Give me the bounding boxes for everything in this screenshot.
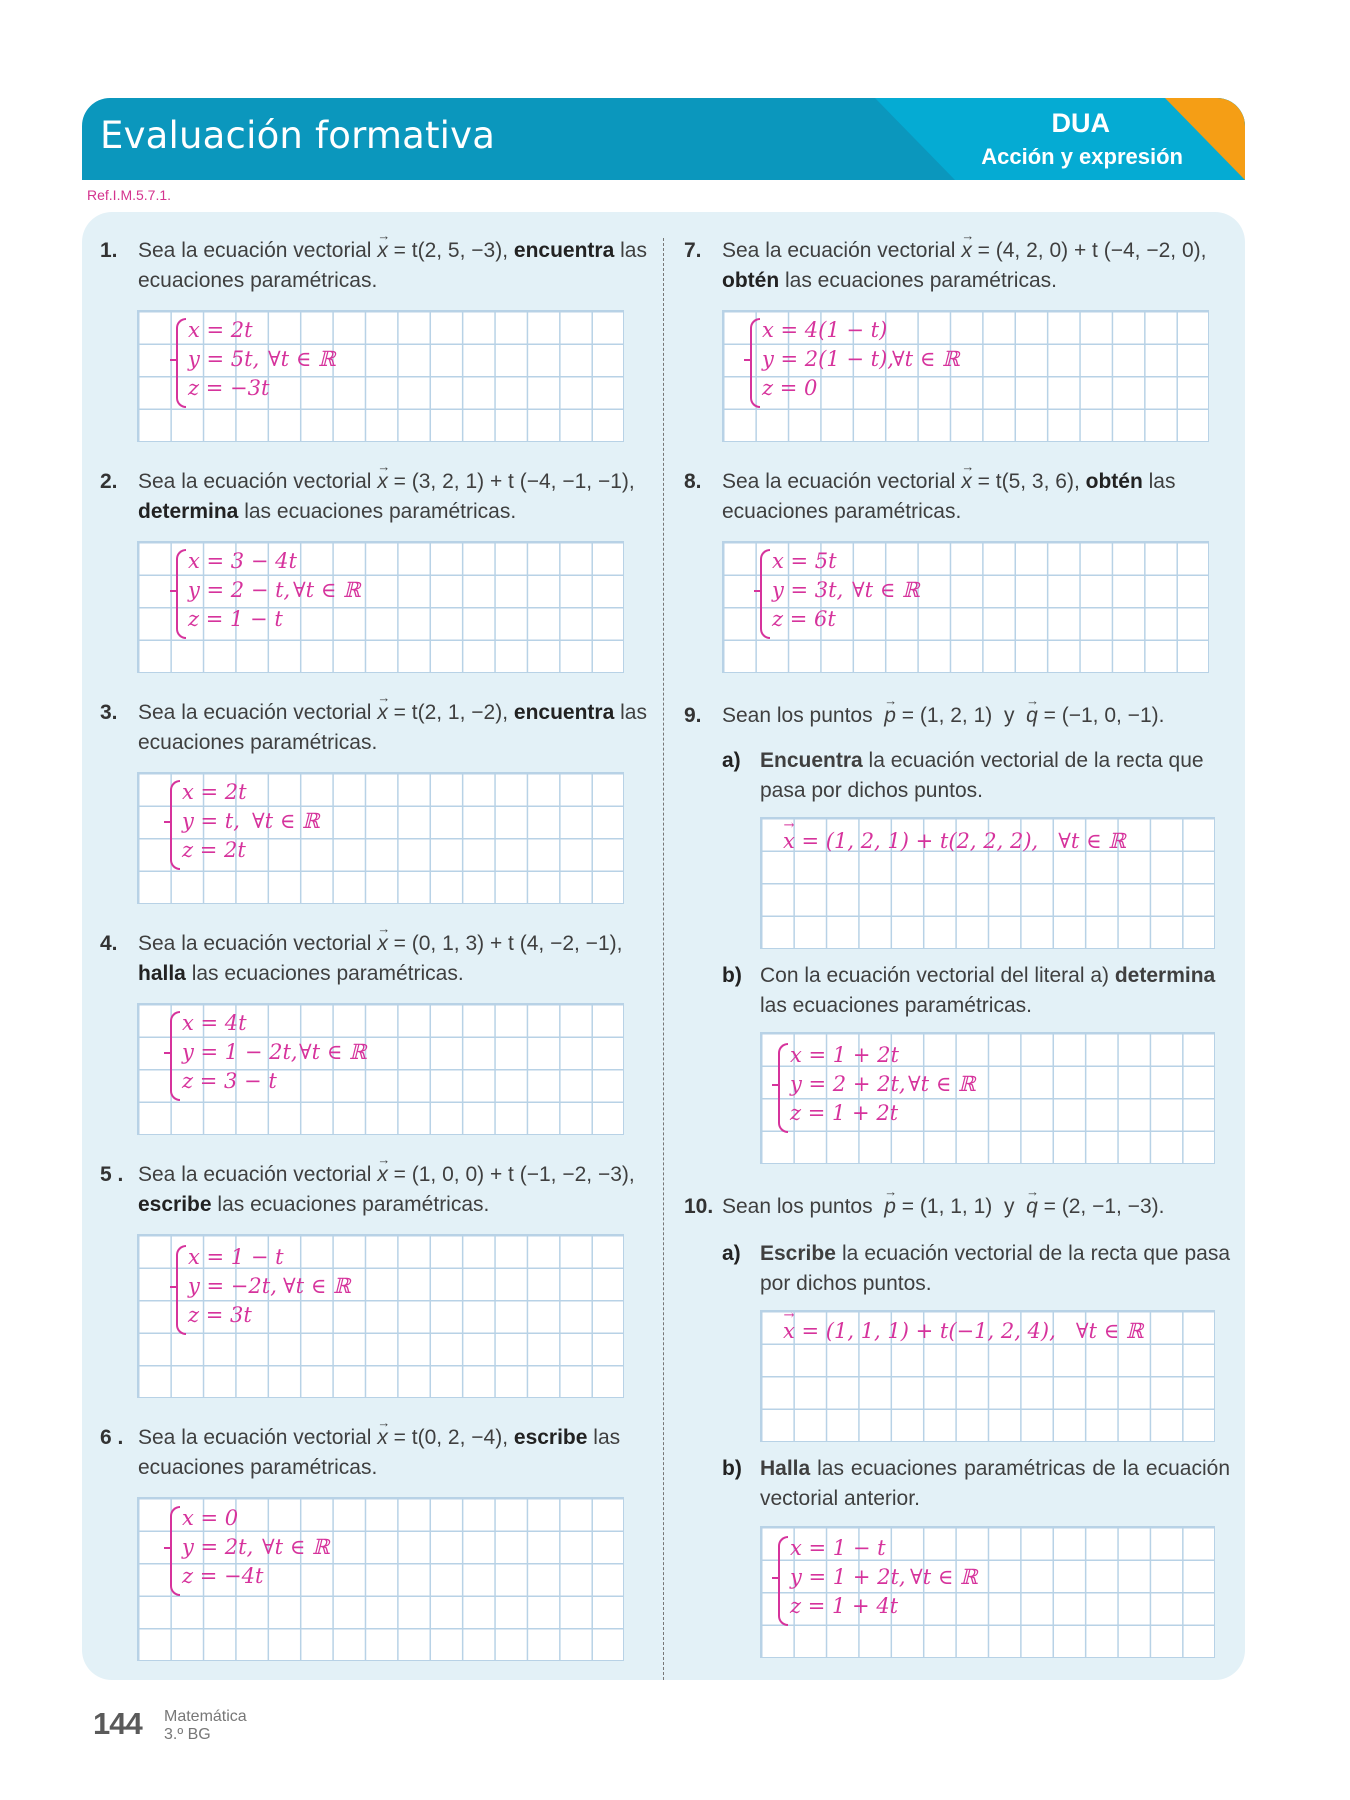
answer-domain: ∀t ∈ ℝ [252, 809, 320, 833]
vector-x: → x [377, 1423, 388, 1453]
point-q-value: = (2, −1, −3). [1037, 1195, 1165, 1218]
answer-domain: ∀t ∈ ℝ [293, 578, 361, 602]
answer-domain: ∀t ∈ ℝ [910, 1565, 978, 1589]
answer-y: y = 2(1 − t), [762, 347, 894, 371]
sub-verb: Escribe [760, 1242, 836, 1265]
question-9b [722, 961, 1230, 1021]
question-text-post: las ecuaciones paramétricas. [722, 470, 1176, 523]
brace-icon [778, 1536, 788, 1626]
question-text-post: las ecuaciones paramétricas. [238, 500, 517, 523]
question-text: Sea la ecuación vectorial [138, 1426, 372, 1449]
question-expr: = t(2, 1, −2), [387, 701, 514, 724]
answer-expr: = (1, 2, 1) + t(2, 2, 2), [794, 829, 1039, 853]
answer-z: z = 1 + 2t [790, 1101, 899, 1125]
question-10a [722, 1239, 1230, 1299]
sub-label: b) [722, 1457, 742, 1480]
question-verb: halla [138, 962, 186, 985]
answer-y: y = 2 + 2t, [790, 1072, 906, 1096]
subject: Matemática [164, 1708, 247, 1725]
answer-z: z = 2t [182, 838, 246, 862]
vector-x: → x [961, 236, 972, 266]
sub-label: a) [722, 1242, 741, 1265]
question-2 [100, 467, 658, 527]
question-text: Sea la ecuación vectorial [138, 1163, 372, 1186]
question-expr: = t(5, 3, 6), [971, 470, 1086, 493]
answer-y: y = t, [182, 809, 240, 833]
question-number: 8. [684, 470, 702, 493]
answer-y: y = 3t, [772, 578, 844, 602]
vector-x: → x [377, 929, 388, 959]
answer-x: x = 3 − 4t [188, 549, 297, 573]
question-7 [684, 236, 1232, 296]
column-divider [663, 238, 664, 1680]
sub-text: las ecuaciones paramétricas de la ecuación vectorial anterior. [760, 1457, 1230, 1510]
vector-x: → x [377, 698, 388, 728]
question-text-post: las ecuaciones paramétricas. [138, 701, 647, 754]
brace-icon [176, 318, 186, 408]
answer-domain: ∀t ∈ ℝ [262, 1535, 330, 1559]
answer-y: y = 5t, [188, 347, 260, 371]
vector-q: → q [1026, 701, 1038, 731]
answer-z: z = 3t [188, 1303, 252, 1327]
brace-icon [778, 1043, 788, 1133]
brace-icon [176, 1245, 186, 1335]
grade: 3.º BG [164, 1726, 211, 1743]
answer-z: z = 1 − t [188, 607, 283, 631]
answer-domain: ∀t ∈ ℝ [908, 1072, 976, 1096]
answer-domain: ∀t ∈ ℝ [299, 1040, 367, 1064]
question-text: Sea la ecuación vectorial [722, 239, 956, 262]
vector-p: → p [884, 1192, 896, 1222]
question-number: 4. [100, 932, 118, 955]
question-verb: obtén [1085, 470, 1143, 493]
answer-z: z = 1 + 4t [790, 1594, 899, 1618]
answer-domain: ∀t ∈ ℝ [1058, 829, 1126, 853]
answer-x: x = 1 − t [188, 1245, 284, 1269]
answer-domain: ∀t ∈ ℝ [283, 1274, 351, 1298]
answer-x: x = 1 + 2t [790, 1043, 899, 1067]
question-number: 1. [100, 239, 118, 262]
brace-icon [176, 549, 186, 639]
brace-icon [170, 1506, 180, 1596]
answer-z: z = −3t [188, 376, 270, 400]
question-text-post: las ecuaciones paramétricas. [138, 1426, 621, 1479]
question-5 [100, 1160, 658, 1220]
question-verb: determina [138, 500, 239, 523]
vector-x: → x [377, 467, 388, 497]
vector-x: → x [961, 467, 972, 497]
question-expr: = (0, 1, 3) + t (4, −2, −1), [387, 932, 623, 955]
answer-y: y = 2 − t, [188, 578, 291, 602]
answer-9a [783, 826, 1126, 856]
answer-z: z = −4t [182, 1564, 264, 1588]
question-text: Sean los puntos [722, 1195, 873, 1218]
answer-x: x = 4t [182, 1011, 247, 1035]
answer-y: y = 1 + 2t, [790, 1565, 906, 1589]
question-expr: = (4, 2, 0) + t (−4, −2, 0), [971, 239, 1207, 262]
answer-x: x = 1 − t [790, 1536, 886, 1560]
vector-p: → p [884, 701, 896, 731]
question-text: Sea la ecuación vectorial [138, 701, 372, 724]
question-8 [684, 467, 1232, 527]
question-10 [684, 1192, 1232, 1222]
brace-icon [760, 549, 770, 639]
reference-code: Ref.I.M.5.7.1. [87, 187, 172, 203]
question-text-post: las ecuaciones paramétricas. [185, 962, 464, 985]
sub-text-pre: Con la ecuación vectorial del literal a) [760, 964, 1115, 987]
question-expr: = (1, 0, 0) + t (−1, −2, −3), [387, 1163, 635, 1186]
brace-icon [170, 1011, 180, 1101]
question-text-post: las ecuaciones paramétricas. [138, 239, 647, 292]
sub-verb: determina [1114, 964, 1216, 987]
answer-domain: ∀t ∈ ℝ [268, 347, 336, 371]
question-number: 10. [684, 1195, 714, 1218]
sub-text: la ecuación vectorial de la recta que pasa por dichos puntos. [760, 749, 1204, 802]
answer-z: z = 0 [762, 376, 818, 400]
question-text-post: las ecuaciones paramétricas. [211, 1193, 490, 1216]
book-info [164, 1708, 247, 1744]
answer-expr: = (1, 1, 1) + t(−1, 2, 4), [794, 1319, 1056, 1343]
question-number: 5 . [100, 1163, 124, 1186]
question-4 [100, 929, 658, 989]
question-number: 6 . [100, 1426, 124, 1449]
vector-q: → q [1026, 1192, 1038, 1222]
question-1 [100, 236, 658, 296]
section-header [82, 98, 1245, 180]
page-title: Evaluación formativa [100, 114, 496, 157]
question-expr: = (3, 2, 1) + t (−4, −1, −1), [387, 470, 635, 493]
question-verb: escribe [513, 1426, 588, 1449]
conjunction: y [1003, 1195, 1015, 1218]
question-verb: encuentra [513, 701, 615, 724]
answer-z: z = 3 − t [182, 1069, 277, 1093]
page-number: 144 [93, 1706, 142, 1741]
question-number: 9. [684, 704, 702, 727]
question-9a [722, 746, 1230, 806]
answer-x: x = 5t [772, 549, 837, 573]
answer-y: y = 2t, [182, 1535, 254, 1559]
question-number: 2. [100, 470, 118, 493]
question-3 [100, 698, 658, 758]
answer-z: z = 6t [772, 607, 836, 631]
vector-x: → x [377, 236, 388, 266]
question-verb: encuentra [513, 239, 615, 262]
point-p-value: = (1, 1, 1) [895, 1195, 993, 1218]
answer-10a [783, 1316, 1143, 1346]
sub-text: la ecuación vectorial de la recta que pasa por dichos puntos. [760, 1242, 1230, 1295]
brace-icon [750, 318, 760, 408]
answer-x: x = 0 [182, 1506, 239, 1530]
question-verb: obtén [722, 269, 780, 292]
question-9 [684, 701, 1232, 731]
dua-subtitle: Acción y expresión [981, 144, 1183, 169]
conjunction: y [1003, 704, 1015, 727]
sub-text: las ecuaciones paramétricas. [760, 994, 1032, 1017]
sub-verb: Encuentra [760, 749, 863, 772]
answer-domain: ∀t ∈ ℝ [892, 347, 960, 371]
brace-icon [170, 780, 180, 870]
answer-x: x = 2t [182, 780, 247, 804]
question-text: Sea la ecuación vectorial [138, 470, 372, 493]
question-verb: escribe [138, 1193, 212, 1216]
sub-verb: Halla [760, 1457, 811, 1480]
answer-y: y = −2t, [188, 1274, 277, 1298]
question-expr: = t(0, 2, −4), [387, 1426, 514, 1449]
question-text: Sea la ecuación vectorial [138, 239, 372, 262]
vector-x: → x [783, 826, 795, 856]
point-p-value: = (1, 2, 1) [895, 704, 993, 727]
question-text-post: las ecuaciones paramétricas. [779, 269, 1057, 292]
vector-x: → x [783, 1316, 795, 1346]
question-10b [722, 1454, 1230, 1514]
point-q-value: = (−1, 0, −1). [1037, 704, 1165, 727]
answer-x: x = 4(1 − t) [762, 318, 888, 342]
question-6 [100, 1423, 658, 1483]
question-text: Sea la ecuación vectorial [138, 932, 372, 955]
question-expr: = t(2, 5, −3), [387, 239, 514, 262]
answer-y: y = 1 − 2t, [182, 1040, 298, 1064]
vector-x: → x [377, 1160, 388, 1190]
dua-title: DUA [1051, 108, 1110, 138]
answer-domain: ∀t ∈ ℝ [1075, 1319, 1144, 1343]
sub-label: b) [722, 964, 742, 987]
sub-label: a) [722, 749, 741, 772]
question-text: Sea la ecuación vectorial [722, 470, 956, 493]
question-text: Sean los puntos [722, 704, 873, 727]
answer-domain: ∀t ∈ ℝ [852, 578, 920, 602]
question-number: 7. [684, 239, 702, 262]
question-number: 3. [100, 701, 118, 724]
answer-x: x = 2t [188, 318, 253, 342]
